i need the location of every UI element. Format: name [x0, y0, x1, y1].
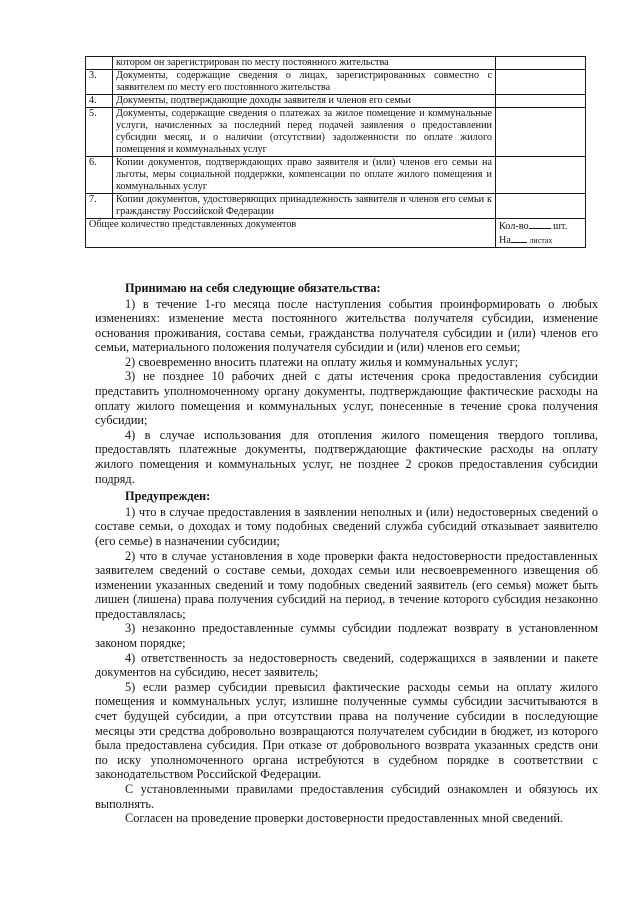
- sheets-blank: [511, 233, 527, 243]
- consent-statement: Согласен на проведение проверки достоверности предоставленных мной сведений.: [125, 811, 563, 826]
- row-text: Документы, содержащие сведения о платежах за жилое помещение и коммунальные услуги, начисленных за последний перед подачей заявления о предоставлении субсидии месяц, и о наличии (отсутствии) задолженности по оплате жилого помещения и коммунальных услуг: [113, 108, 496, 157]
- sheets-prefix: На: [499, 235, 511, 246]
- row-text: Документы, содержащие сведения о лицах, зарегистрированных совместно с заявителем по месту его постоянного жительства: [113, 70, 496, 95]
- row-text: Копии документов, удостоверяющих принадлежность заявителя и членов его семьи к гражданству Российской Федерации: [113, 194, 496, 219]
- row-number: 7.: [86, 194, 113, 219]
- table-row: [86, 194, 586, 219]
- row-number: 6.: [86, 157, 113, 194]
- total-label: Общее количество представленных документов: [86, 219, 496, 248]
- row-text: Копии документов, подтверждающих право заявителя и (или) членов его семьи на льготы, меры социальной поддержки, компенсации по оплате жилого помещения и коммунальных услуг: [113, 157, 496, 194]
- warning-item: 4) ответственность за недостоверность сведений, содержащихся в заявлении и пакете документов на субсидию, несет заявитель;: [95, 650, 598, 680]
- table-row: [86, 157, 586, 194]
- obligations-heading: Принимаю на себя следующие обязательства:: [125, 281, 381, 295]
- row-mark-cell: [496, 70, 586, 95]
- row-number: [86, 57, 113, 70]
- row-text: котором он зарегистрирован по месту постоянного жительства: [113, 57, 496, 70]
- table-row: [86, 57, 586, 70]
- count-line: [499, 219, 582, 233]
- warning-item: 3) незаконно предоставленные суммы субсидии подлежат возврату в установленном законом порядке;: [95, 621, 598, 651]
- obligation-item: 1) в течение 1-го месяца после наступления события проинформировать о любых изменениях: изменение места постоянного жительства получателя субсидии, изменение основания проживания, состава семьи, гражданства получателя субсидии и (или) членов его семьи, материального положения получателя субсидии и (или) членов его семьи;: [95, 296, 598, 355]
- sheets-line: [499, 233, 582, 247]
- table-row: [86, 70, 586, 95]
- row-number: 5.: [86, 108, 113, 157]
- row-mark-cell: [496, 108, 586, 157]
- row-mark-cell: [496, 57, 586, 70]
- closing-statement: С установленными правилами предоставления субсидий ознакомлен и обязуюсь их выполнять.: [95, 782, 598, 811]
- warning-item: 5) если размер субсидии превысил фактические расходы семьи на оплату жилого помещения и коммунальных услуг, излишне полученные суммы субсидии засчитываются в счет будущей субсидии, а при отсутствии права на получение субсидии в последующие месяцы эти средства добровольно возвращаются получателем субсидии в бюджет, из которого была предоставлена субсидия. При отказе от добровольного возврата указанных средств они по иску уполномоченного органа истребуются в судебном порядке в соответствии с законодательством Российской Федерации.: [95, 679, 598, 782]
- warning-item: 1) что в случае предоставления в заявлении неполных и (или) недостоверных сведений о составе семьи, о доходах и тому подобных сведений служба субсидий отказывает заявителю (его семье) в назначении субсидии;: [95, 504, 598, 548]
- table-total-row: [86, 219, 586, 248]
- body-text: [95, 281, 598, 826]
- table-row: [86, 95, 586, 108]
- row-number: 4.: [86, 95, 113, 108]
- row-mark-cell: [496, 194, 586, 219]
- warning-item: 2) что в случае установления в ходе проверки факта недостоверности предоставленных заявителем сведений о составе семьи, доходах семьи или несвоевременного извещения об изменении указанных сведений и тому подобных сведений заявитель (его семья) может быть лишен (лишена) права получения субсидий на период, в течение которого субсидия незаконно предоставлялась;: [95, 548, 598, 621]
- obligation-item: 2) своевременно вносить платежи на оплату жилья и коммунальных услуг;: [125, 354, 519, 369]
- row-text: Документы, подтверждающие доходы заявителя и членов его семьи: [113, 95, 496, 108]
- table-row: [86, 108, 586, 157]
- obligation-item: 3) не позднее 10 рабочих дней с даты истечения срока предоставления субсидии представить уполномоченному органу документы, подтверждающие фактические расходы на оплату жилого помещения и коммунальных услуг, понесенные в течение срока получения субсидии;: [95, 369, 598, 428]
- obligation-item: 4) в случае использования для отопления жилого помещения твердого топлива, предоставлять платежные документы, подтверждающие фактические расходы на оплату жилого помещения и коммунальных услуг, не позднее 2 сроков предоставления субсидии подряд.: [95, 427, 598, 486]
- count-suffix: шт.: [553, 221, 568, 232]
- total-count-cell: [496, 219, 586, 248]
- documents-table: [85, 56, 586, 248]
- warnings-heading: Предупрежден:: [125, 489, 211, 504]
- row-mark-cell: [496, 95, 586, 108]
- count-prefix: Кол-во: [499, 221, 529, 232]
- sheets-suffix: листах: [529, 236, 553, 245]
- row-number: 3.: [86, 70, 113, 95]
- row-mark-cell: [496, 157, 586, 194]
- count-blank: [529, 219, 551, 229]
